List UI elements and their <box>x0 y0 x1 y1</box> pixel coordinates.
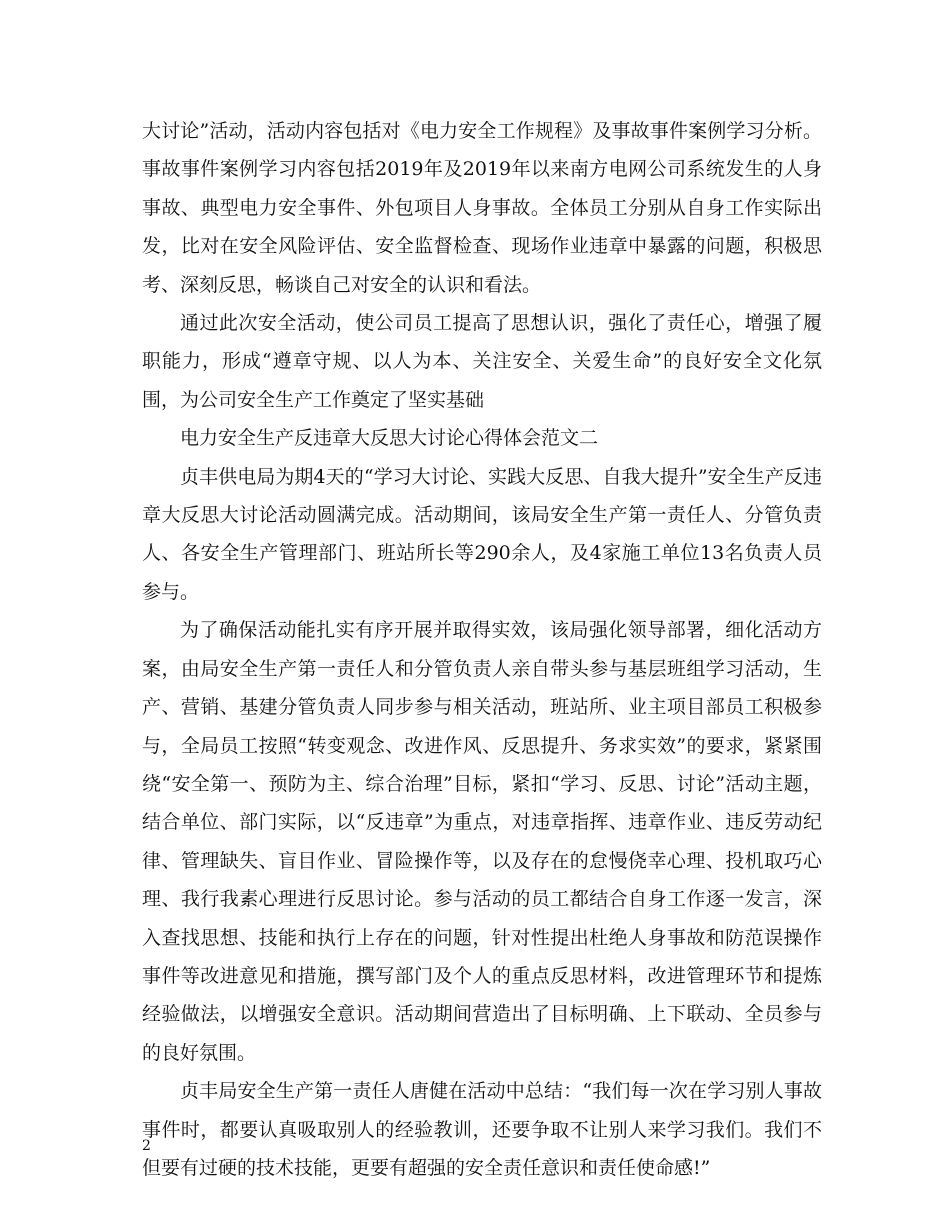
body-paragraph: 通过此次安全活动，使公司员工提高了思想认识，强化了责任心，增强了履职能力，形成“遵章守规、以人为本、关注安全、关爱生命”的良好安全文化氛围，为公司安全生产工作奠定了坚实基础 <box>142 312 822 411</box>
body-paragraph: 贞丰供电局为期4天的“学习大讨论、实践大反思、自我大提升”安全生产反违章大反思大讨论活动圆满完成。活动期间，该局安全生产第一责任人、分管负责人、各安全生产管理部门、班站所长等290余人，及4家施工单位13名负责人员参与。 <box>142 465 822 603</box>
section-heading: 电力安全生产反违章大反思大讨论心得体会范文二 <box>180 427 599 450</box>
body-paragraph: 贞丰局安全生产第一责任人唐健在活动中总结：“我们每一次在学习别人事故事件时，都要认真吸取别人的经验教训，还要争取不让别人来学习我们。我们不但要有过硬的技术技能，更要有超强的安全责任意识和责任使命感!” <box>142 1080 822 1179</box>
document-body <box>142 112 822 1187</box>
body-paragraph: 大讨论”活动，活动内容包括对《电力安全工作规程》及事故事件案例学习分析。事故事件案例学习内容包括2019年及2019年以来南方电网公司系统发生的人身事故、典型电力安全事件、外包项目人身事故。全体员工分别从自身工作实际出发，比对在安全风险评估、安全监督检查、现场作业违章中暴露的问题，积极思考、深刻反思，畅谈自己对安全的认识和看法。 <box>142 120 822 296</box>
body-paragraph: 为了确保活动能扎实有序开展并取得实效，该局强化领导部署，细化活动方案，由局安全生产第一责任人和分管负责人亲自带头参与基层班组学习活动，生产、营销、基建分管负责人同步参与相关活动，班站所、业主项目部员工积极参与，全局员工按照“转变观念、改进作风、反思提升、务求实效”的要求，紧紧围绕“安全第一、预防为主、综合治理”目标，紧扣“学习、反思、讨论”活动主题，结合单位、部门实际，以“反违章”为重点，对违章指挥、违章作业、违反劳动纪律、管理缺失、盲目作业、冒险操作等，以及存在的怠慢侥幸心理、投机取巧心理、我行我素心理进行反思讨论。参与活动的员工都结合自身工作逐一发言，深入查找思想、技能和执行上存在的问题，针对性提出杜绝人身事故和防范误操作事件等改进意见和措施，撰写部门及个人的重点反思材料，改进管理环节和提炼经验做法，以增强安全意识。活动期间营造出了目标明确、上下联动、全员参与的良好氛围。 <box>142 619 822 1064</box>
page-number: 2 <box>142 1138 151 1154</box>
